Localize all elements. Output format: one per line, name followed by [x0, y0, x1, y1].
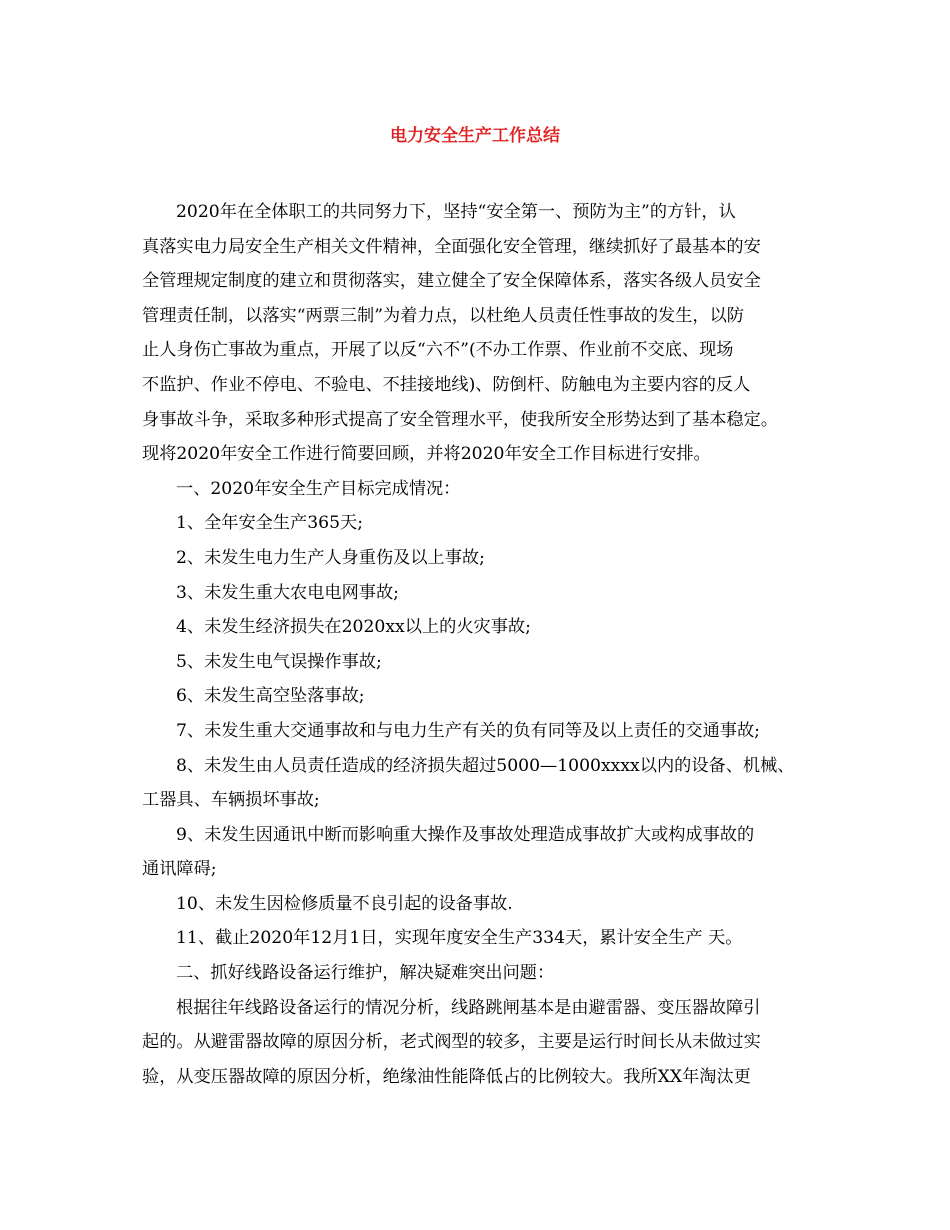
text-line: 起的。从避雷器故障的原因分析，老式阀型的较多，主要是运行时间长从未做过实	[142, 1032, 761, 1053]
text-line: 通讯障碍;	[142, 859, 217, 880]
text-line: 2020年在全体职工的共同努力下，坚持“安全第一、预防为主”的方针，认	[176, 202, 736, 222]
text-line: 5、未发生电气误操作事故;	[176, 651, 382, 672]
document-body	[142, 195, 832, 1094]
text-line: 不监护、作业不停电、不验电、不挂接地线)、防倒杆、防触电为主要内容的反人	[142, 374, 751, 395]
text-line: 管理责任制，以落实“两票三制”为着力点，以杜绝人员责任性事故的发生，以防	[142, 305, 744, 326]
text-line: 真落实电力局安全生产相关文件精神，全面强化安全管理，继续抓好了最基本的安	[142, 236, 761, 257]
text-line: 4、未发生经济损失在2020xx以上的火灾事故;	[176, 617, 531, 638]
text-line: 全管理规定制度的建立和贯彻落实，建立健全了安全保障体系，落实各级人员安全	[142, 271, 761, 292]
text-line: 9、未发生因通讯中断而影响重大操作及事故处理造成事故扩大或构成事故的	[176, 824, 755, 845]
text-line: 止人身伤亡事故为重点，开展了以反“六不”(不办工作票、作业前不交底、现场	[142, 340, 734, 361]
text-line: 3、未发生重大农电电网事故;	[176, 582, 399, 603]
document-title: 电力安全生产工作总结	[390, 126, 560, 146]
text-line: 一、2020年安全生产目标完成情况：	[176, 478, 461, 499]
text-line: 身事故斗争，采取多种形式提高了安全管理水平，使我所安全形势达到了基本稳定。	[142, 409, 778, 430]
text-line: 现将2020年安全工作进行简要回顾，并将2020年安全工作目标进行安排。	[142, 444, 711, 465]
text-line: 11、截止2020年12月1日，实现年度安全生产334天，累计安全生产 天。	[176, 928, 743, 949]
text-line: 工器具、车辆损坏事故;	[142, 790, 320, 811]
text-line: 8、未发生由人员责任造成的经济损失超过5000—1000xxxx以内的设备、机械、	[176, 755, 795, 776]
text-line: 2、未发生电力生产人身重伤及以上事故;	[176, 547, 485, 568]
text-line: 二、抓好线路设备运行维护，解决疑难突出问题：	[176, 963, 555, 984]
text-line: 6、未发生高空坠落事故;	[176, 686, 365, 707]
text-line: 10、未发生因检修质量不良引起的设备事故.	[176, 893, 513, 914]
text-line: 7、未发生重大交通事故和与电力生产有关的负有同等及以上责任的交通事故;	[176, 720, 760, 741]
text-line: 1、全年安全生产365天;	[176, 513, 364, 534]
text-line: 根据往年线路设备运行的情况分析，线路跳闸基本是由避雷器、变压器故障引	[176, 997, 761, 1018]
text-line: 验，从变压器故障的原因分析，绝缘油性能降低占的比例较大。我所XX年淘汰更	[142, 1066, 751, 1087]
